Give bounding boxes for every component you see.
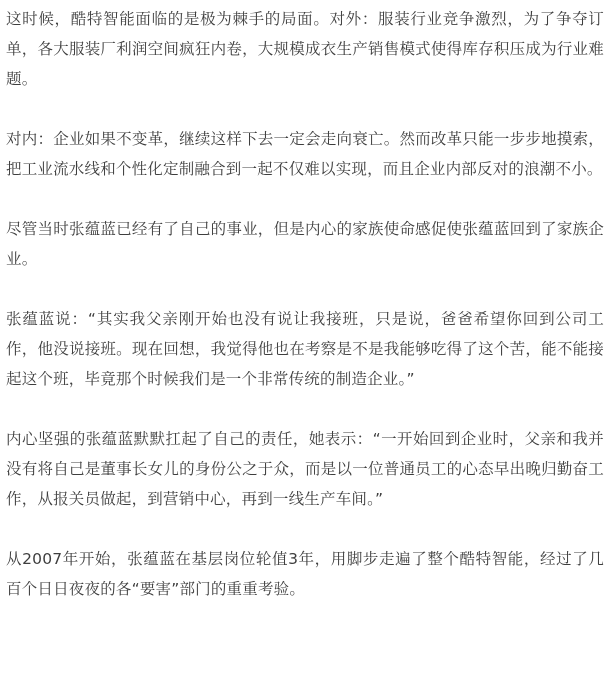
paragraph-3: 尽管当时张蕴蓝已经有了自己的事业，但是内心的家族使命感促使张蕴蓝回到了家族企业。 <box>6 220 604 268</box>
paragraph-2: 对内：企业如果不变革，继续这样下去一定会走向衰亡。然而改革只能一步步地摸索，把工业流水线和个性化定制融合到一起不仅难以实现，而且企业内部反对的浪潮不小。 <box>6 130 604 178</box>
paragraph-5: 内心坚强的张蕴蓝默默扛起了自己的责任，她表示：“一开始回到企业时，父亲和我并没有将自己是董事长女儿的身份公之于众，而是以一位普通员工的心态早出晚归勤奋工作，从报关员做起，到营销中心，再到一线生产车间。” <box>6 430 604 508</box>
article-body <box>6 4 604 604</box>
paragraph-4: 张蕴蓝说：“其实我父亲刚开始也没有说让我接班，只是说，爸爸希望你回到公司工作，他没说接班。现在回想，我觉得他也在考察是不是我能够吃得了这个苦，能不能接起这个班，毕竟那个时候我们是一个非常传统的制造企业。” <box>6 310 604 388</box>
paragraph-1: 这时候，酷特智能面临的是极为棘手的局面。对外：服装行业竞争激烈，为了争夺订单，各大服装厂利润空间疯狂内卷，大规模成衣生产销售模式使得库存积压成为行业难题。 <box>6 10 604 88</box>
paragraph-6: 从2007年开始，张蕴蓝在基层岗位轮值3年，用脚步走遍了整个酷特智能，经过了几百个日日夜夜的各“要害”部门的重重考验。 <box>6 550 604 598</box>
